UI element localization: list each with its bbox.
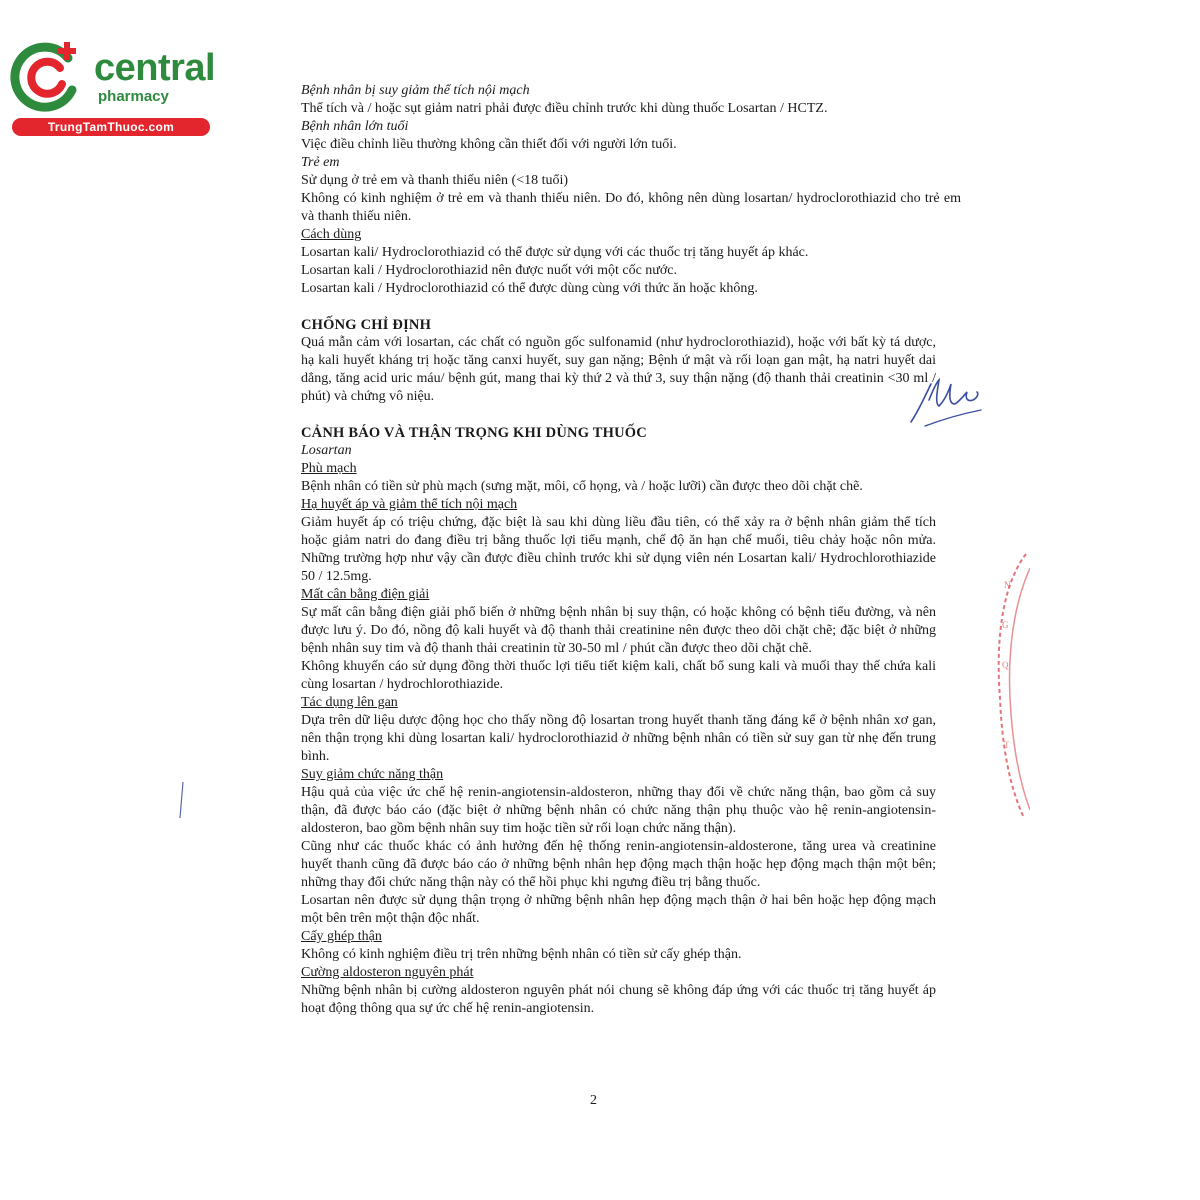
paragraph: Giảm huyết áp có triệu chứng, đặc biệt là sau khi dùng liều đầu tiên, có thể xảy ra ở bệnh nhân giảm thể tích hoặc giảm natri do đang điều trị bằng thuốc lợi tiểu mạnh, chế độ ăn hạn chế muối, tiêu chảy hoặc nôn mửa. Những trường hợp như vậy cần được điều chỉnh trước khi sử dụng viên nén Losartan kali/ Hydrochlorothiazide 50 / 12.5mg.: [301, 515, 936, 584]
paragraph: Sử dụng ở trẻ em và thanh thiếu niên (<18 tuổi): [301, 173, 569, 188]
subheading-angioedema: Phù mạch: [301, 461, 357, 476]
subheading-renal-impairment: Suy giảm chức năng thận: [301, 767, 444, 782]
paragraph: Losartan kali / Hydroclorothiazid nên được nuốt với một cốc nước.: [301, 263, 678, 278]
logo-brand-name: central: [94, 47, 216, 89]
logo-subtitle: pharmacy: [98, 88, 169, 105]
red-stamp-image: [990, 548, 1030, 823]
section-heading-contraindications: CHỐNG CHỈ ĐỊNH: [301, 317, 432, 333]
paragraph: Dựa trên dữ liệu dược động học cho thấy nồng độ losartan trong huyết thanh tăng đáng kể ở bệnh nhân xơ gan, nên thận trọng khi dùng losartan kali/ hydroclorothiazid ở những bệnh nhân có tiền sử suy gan từ nhẹ đến trung bình.: [301, 713, 936, 764]
subheading-losartan: Losartan: [301, 443, 352, 458]
subheading-elderly: Bệnh nhân lớn tuổi: [301, 119, 409, 134]
paragraph: Sự mất cân bằng điện giải phổ biến ở những bệnh nhân bị suy thận, có hoặc không có bệnh tiểu đường, và nên được lưu ý. Do đó, nồng độ kali huyết và độ thanh thải creatinine nên được theo dõi chặt chẽ; đặc biệt ở những bệnh nhân suy tim và độ thanh thải creatinin từ 30-50 ml / phút cần được theo dõi chặt chẽ.: [301, 605, 936, 656]
paragraph: Những bệnh nhân bị cường aldosteron nguyên phát nói chung sẽ không đáp ứng với các thuốc trị tăng huyết áp hoạt động thông qua sự ức chế hệ renin-angiotensin.: [301, 983, 936, 1016]
subheading-liver-effects: Tác dụng lên gan: [301, 695, 398, 710]
subheading-kidney-transplant: Cấy ghép thận: [301, 929, 382, 944]
subheading-volume-depletion: Bệnh nhân bị suy giảm thể tích nội mạch: [301, 83, 530, 98]
page-number: 2: [590, 1093, 597, 1108]
svg-text:T: T: [1004, 740, 1010, 750]
pharmacy-cross-icon: [10, 38, 90, 118]
signature-image: [905, 370, 985, 430]
section-heading-warnings: CẢNH BÁO VÀ THẬN TRỌNG KHI DÙNG THUỐC: [301, 425, 647, 441]
paragraph: Losartan nên được sử dụng thận trọng ở những bệnh nhân hẹp động mạch thận ở hai bên hoặc hẹp động mạch một bên trên một thận độc nhất.: [301, 893, 936, 926]
paragraph: Không có kinh nghiệm ở trẻ em và thanh thiếu niên. Do đó, không nên dùng losartan/ hydroclorothiazid cho trẻ em và thanh thiếu niên.: [301, 191, 961, 224]
paragraph: Không khuyến cáo sử dụng đồng thời thuốc lợi tiểu tiết kiệm kali, chất bổ sung kali và muối thay thế chứa kali cùng losartan / hydrochlorothiazide.: [301, 659, 936, 692]
subheading-electrolyte-imbalance: Mất cân bằng điện giải: [301, 587, 430, 602]
paragraph: Losartan kali / Hydroclorothiazid có thể được dùng cùng với thức ăn hoặc không.: [301, 281, 758, 296]
logo-website: TrungTamThuoc.com: [12, 118, 210, 136]
paragraph: Bệnh nhân có tiền sử phù mạch (sưng mặt, môi, cổ họng, và / hoặc lưỡi) cần được theo dõi chặt chẽ.: [301, 479, 863, 494]
paragraph: Không có kinh nghiệm điều trị trên những bệnh nhân có tiền sử cấy ghép thận.: [301, 947, 742, 962]
paragraph: Cũng như các thuốc khác có ảnh hưởng đến hệ thống renin-angiotensin-aldosterone, tăng urea và creatinine huyết thanh cũng đã được báo cáo ở những bệnh nhân hẹp động mạch thận hoặc hẹp động mạch thận một bên; những thay đổi chức năng thận này có thể hồi phục khi ngưng điều trị bằng thuốc.: [301, 839, 936, 890]
scan-mark: [178, 780, 186, 820]
subheading-primary-aldosteronism: Cường aldosteron nguyên phát: [301, 965, 474, 980]
subheading-hypotension: Hạ huyết áp và giảm thể tích nội mạch: [301, 497, 518, 512]
central-pharmacy-logo: [10, 38, 225, 138]
paragraph: Losartan kali/ Hydroclorothiazid có thể được sử dụng với các thuốc trị tăng huyết áp khác.: [301, 245, 809, 260]
paragraph: Thể tích và / hoặc sụt giảm natri phải được điều chỉnh trước khi dùng thuốc Losartan / HCTZ.: [301, 101, 828, 116]
svg-text:Q: Q: [1002, 660, 1009, 670]
document-body: [301, 82, 961, 1018]
paragraph: Việc điều chỉnh liều thường không cần thiết đối với người lớn tuổi.: [301, 137, 677, 152]
subheading-children: Trẻ em: [301, 155, 340, 170]
svg-text:N: N: [1004, 580, 1011, 590]
svg-text:G: G: [1002, 620, 1009, 630]
paragraph: Quá mẫn cảm với losartan, các chất có nguồn gốc sulfonamid (như hydroclorothiazid), hoặc với bất kỳ tá dược, hạ kali huyết kháng trị hoặc tăng canxi huyết, suy gan nặng; Bệnh ứ mật và rối loạn gan mật, hạ natri huyết dai dẳng, tăng acid uric máu/ bệnh gút, mang thai kỳ thứ 2 và thứ 3, suy thận nặng (độ thanh thải creatinin <30 ml / phút) và chứng vô niệu.: [301, 335, 936, 404]
paragraph: Hậu quả của việc ức chế hệ renin-angiotensin-aldosteron, những thay đổi về chức năng thận, bao gồm cả suy thận, đã được báo cáo (đặc biệt ở những bệnh nhân có chức năng thận phụ thuộc vào hệ renin-angiotensin-aldosteron, bao gồm bệnh nhân suy tim hoặc tiền sử rối loạn chức năng thận).: [301, 785, 936, 836]
subheading-administration: Cách dùng: [301, 227, 362, 242]
